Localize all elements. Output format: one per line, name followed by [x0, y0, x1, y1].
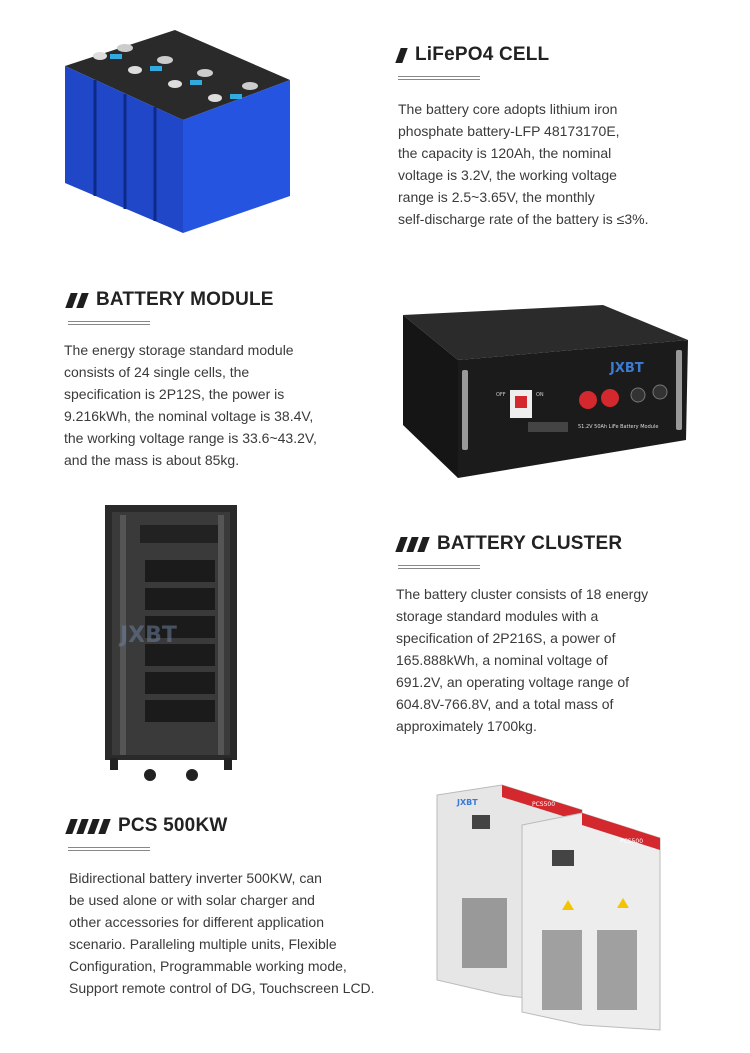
- battery-module-section: [64, 289, 368, 471]
- section-title: BATTERY CLUSTER: [437, 533, 623, 554]
- heading-slash-icon: [68, 819, 108, 834]
- title-underline: [398, 76, 480, 77]
- heading-slash-icon: [68, 293, 86, 308]
- on-label: ON: [536, 392, 544, 398]
- title-underline: [68, 847, 150, 848]
- pcs-brand: JXBT: [457, 798, 478, 807]
- title-underline: [68, 324, 150, 325]
- heading-slash-icon: [398, 48, 405, 63]
- battery-module-image: [398, 300, 693, 480]
- pcs-section: [68, 815, 413, 999]
- pcs-model: PCS500: [620, 838, 644, 845]
- battery-cluster-section: [398, 533, 728, 737]
- off-label: OFF: [496, 392, 506, 398]
- section-body: The battery cluster consists of 18 energy storage standard modules with a specification of 2P216S, a power of 165.888kWh, a nominal voltage of 691.2V, an operating voltage range of 604.8V-766.8V, and a total mass of approximately 1700kg.: [396, 586, 649, 734]
- section-body: The battery core adopts lithium iron phosphate battery-LFP 48173170E, the capacity is 120Ah, the nominal voltage is 3.2V, the working voltage range is 2.5~3.65V, the monthly self-discharge rate of the battery is ≤3%.: [398, 101, 649, 227]
- section-body: The energy storage standard module consists of 24 single cells, the specification is 2P12S, the power is 9.216kWh, the nominal voltage is 38.4V, the working voltage range is 33.6~43.2V, and the mass is about 85kg.: [64, 342, 317, 468]
- title-underline: [398, 79, 480, 80]
- heading-slash-icon: [398, 537, 427, 552]
- section-body: Bidirectional battery inverter 500KW, can be used alone or with solar charger and other accessories for different application scenario. Paralleling multiple units, Flexible Configuration, Programmable working mode, Support remote control of DG, Touchscreen LCD.: [69, 870, 375, 996]
- module-label: 51.2V 50Ah LiFe Battery Module: [578, 424, 659, 430]
- title-underline: [68, 850, 150, 851]
- pcs-model: PCS500: [532, 801, 556, 808]
- section-title: PCS 500KW: [118, 815, 228, 836]
- section-title: LiFePO4 CELL: [415, 44, 550, 65]
- title-underline: [398, 568, 480, 569]
- brand-logo: JXBT: [610, 361, 644, 376]
- title-underline: [398, 565, 480, 566]
- pcs-cabinets-image: [432, 780, 662, 1038]
- lifepo4-cells-image: [55, 28, 300, 238]
- battery-rack-image: [100, 500, 242, 785]
- rack-watermark: JXBT: [120, 623, 177, 648]
- title-underline: [68, 321, 150, 322]
- lifepo4-section: [398, 44, 728, 230]
- section-title: BATTERY MODULE: [96, 289, 274, 310]
